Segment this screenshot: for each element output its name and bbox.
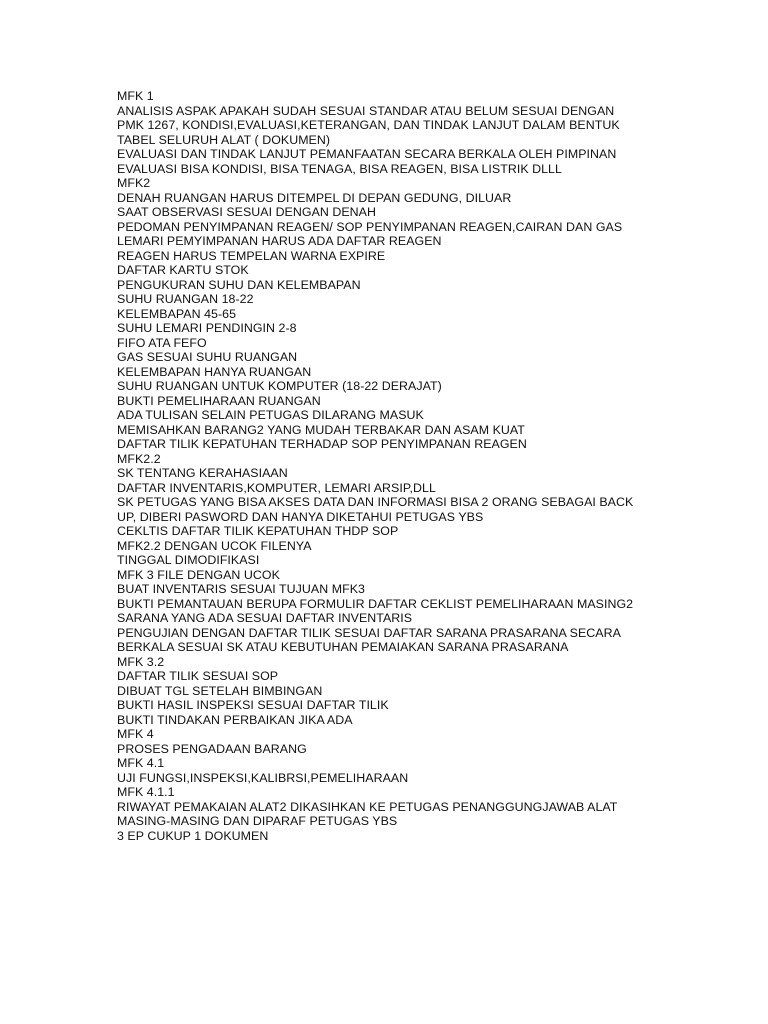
document-line: EVALUASI BISA KONDISI, BISA TENAGA, BISA REAGEN, BISA LISTRIK DLLL [117, 161, 562, 176]
document-line: UJI FUNGSI,INSPEKSI,KALIBRSI,PEMELIHARAAN [117, 770, 409, 785]
document-line: PMK 1267, KONDISI,EVALUASI,KETERANGAN, DAN TINDAK LANJUT DALAM BENTUK [117, 118, 620, 132]
document-body [117, 89, 737, 843]
document-line: MASING-MASING DAN DIPARAF PETUGAS YBS [117, 814, 398, 828]
document-line: DAFTAR TILIK KEPATUHAN TERHADAP SOP PENYIMPANAN REAGEN [117, 437, 527, 451]
document-line: PROSES PENGADAAN BARANG [117, 741, 307, 756]
document-line: RIWAYAT PEMAKAIAN ALAT2 DIKASIHKAN KE PETUGAS PENANGGUNGJAWAB ALAT [117, 799, 618, 814]
document-line: EVALUASI DAN TINDAK LANJUT PEMANFAATAN SECARA BERKALA OLEH PIMPINAN [117, 147, 617, 161]
document-line: TINGGAL DIMODIFIKASI [117, 553, 260, 567]
document-line: DIBUAT TGL SETELAH BIMBINGAN [117, 683, 323, 698]
document-line: BUAT INVENTARIS SESUAI TUJUAN MFK3 [117, 582, 365, 596]
document-line: SK PETUGAS YANG BISA AKSES DATA DAN INFORMASI BISA 2 ORANG SEBAGAI BACK [117, 495, 634, 509]
document-line: MFK 3.2 [117, 654, 165, 669]
document-line: SK TENTANG KERAHASIAAN [117, 466, 288, 480]
document-line: KELEMBAPAN HANYA RUANGAN [117, 364, 312, 379]
document-line: BUKTI PEMELIHARAAN RUANGAN [117, 393, 321, 408]
document-line: REAGEN HARUS TEMPELAN WARNA EXPIRE [117, 248, 386, 263]
document-line: MFK 4 [117, 727, 154, 741]
document-line: ADA TULISAN SELAIN PETUGAS DILARANG MASUK [117, 408, 424, 422]
document-line: DAFTAR KARTU STOK [117, 263, 249, 277]
document-line: MFK2 [117, 176, 151, 190]
document-line: GAS SESUAI SUHU RUANGAN [117, 350, 298, 364]
document-line: SUHU RUANGAN UNTUK KOMPUTER (18-22 DERAJAT) [117, 379, 442, 393]
document-line: MFK 4.1.1 [117, 785, 175, 799]
document-line: MFK 4.1 [117, 756, 165, 770]
document-line: DENAH RUANGAN HARUS DITEMPEL DI DEPAN GEDUNG, DILUAR [117, 190, 512, 205]
document-line: SARANA YANG ADA SESUAI DAFTAR INVENTARIS [117, 611, 413, 625]
document-line: UP, DIBERI PASWORD DAN HANYA DIKETAHUI PETUGAS YBS [117, 509, 484, 524]
document-line: SAAT OBSERVASI SESUAI DENGAN DENAH [117, 205, 376, 219]
document-line: MFK 3 FILE DENGAN UCOK [117, 567, 280, 582]
document-line: CEKLTIS DAFTAR TILIK KEPATUHAN THDP SOP [117, 524, 399, 538]
document-line: PEDOMAN PENYIMPANAN REAGEN/ SOP PENYIMPANAN REAGEN,CAIRAN DAN GAS [117, 219, 623, 234]
document-line: BUKTI HASIL INSPEKSI SESUAI DAFTAR TILIK [117, 698, 389, 712]
document-line: MEMISAHKAN BARANG2 YANG MUDAH TERBAKAR DAN ASAM KUAT [117, 422, 525, 437]
document-line: SUHU LEMARI PENDINGIN 2-8 [117, 321, 297, 335]
document-line: ANALISIS ASPAK APAKAH SUDAH SESUAI STANDAR ATAU BELUM SESUAI DENGAN [117, 103, 615, 118]
document-line: DAFTAR INVENTARIS,KOMPUTER, LEMARI ARSIP,DLL [117, 480, 436, 495]
document-line: MFK2.2 [117, 451, 161, 466]
document-line: BUKTI TINDAKAN PERBAIKAN JIKA ADA [117, 712, 353, 727]
document-line: KELEMBAPAN 45-65 [117, 306, 237, 321]
document-line: PENGUKURAN SUHU DAN KELEMBAPAN [117, 277, 361, 292]
document-line: BUKTI PEMANTAUAN BERUPA FORMULIR DAFTAR CEKLIST PEMELIHARAAN MASING2 [117, 596, 634, 611]
document-line: SUHU RUANGAN 18-22 [117, 292, 254, 306]
document-line: FIFO ATA FEFO [117, 335, 207, 350]
document-line: PENGUJIAN DENGAN DAFTAR TILIK SESUAI DAFTAR SARANA PRASARANA SECARA [117, 625, 621, 640]
document-line: TABEL SELURUH ALAT ( DOKUMEN) [117, 132, 331, 147]
document-line: MFK2.2 DENGAN UCOK FILENYA [117, 538, 312, 553]
document-line: MFK 1 [117, 89, 154, 103]
document-line: DAFTAR TILIK SESUAI SOP [117, 669, 279, 683]
document-line: 3 EP CUKUP 1 DOKUMEN [117, 828, 269, 843]
document-line: BERKALA SESUAI SK ATAU KEBUTUHAN PEMAIAKAN SARANA PRASARANA [117, 640, 569, 654]
document-line: LEMARI PEMYIMPANAN HARUS ADA DAFTAR REAGEN [117, 234, 442, 248]
